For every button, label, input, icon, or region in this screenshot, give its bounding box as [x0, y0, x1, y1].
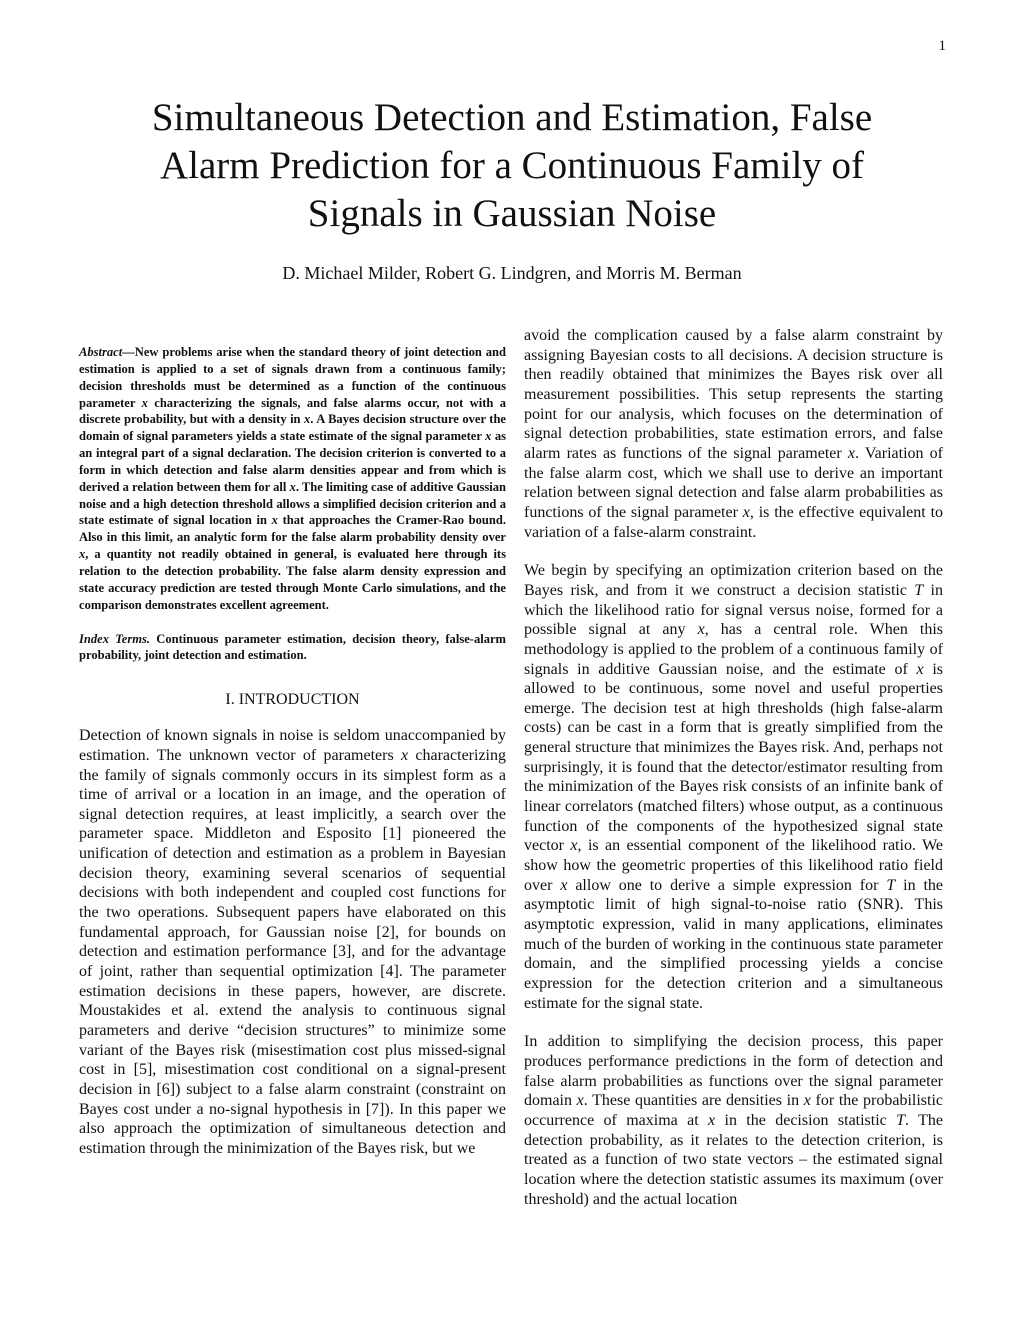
index-terms-text: Continuous parameter estimation, decision theory, false-alarm probability, joint detection and estimation.: [79, 631, 506, 663]
math-variable: x: [742, 503, 750, 521]
body-text: in which the likelihood ratio for signal versus noise, formed for a possible signal at any: [524, 581, 943, 639]
math-variable: T: [886, 876, 896, 894]
abstract-text: as an integral part of a signal declaration. The decision criterion is converted to a form in which detection and false alarm densities appear and from which is derived a relation between them for all: [79, 429, 506, 494]
body-text: . These quantities are densities in: [583, 1092, 804, 1110]
body-text: allow one to derive a simple expression for: [567, 876, 887, 894]
body-text: avoid the complication caused by a false alarm constraint by assigning Bayesian costs to all decisions. A decision structure is then readily obtained that minimizes the Bayes risk over all measurement possibilities. This setup represents the starting point for our analysis, which focuses on the determination of signal detection probabilities, state estimation errors, and false alarm rates as functions of the signal parameter: [524, 327, 943, 462]
math-variable: x: [847, 444, 855, 462]
section-heading-introduction: I. INTRODUCTION: [225, 691, 360, 709]
body-text: . The detection probability, as it relates to the detection criterion, is treated as a function of two state vectors – the estimated signal location where the detection statistic assumes its maximum (over threshold) and the actual location: [524, 1111, 943, 1208]
abstract-text: characterizing the signals, and false alarms occur, not with a discrete probability, but with a density in: [79, 395, 506, 427]
math-variable: x: [401, 746, 409, 764]
math-variable: x: [570, 837, 578, 855]
abstract-text: that approaches the Cramer-Rao bound. Also in this limit, an analytic form for the false alarm probability density over: [79, 513, 506, 545]
body-text: characterizing the family of signals commonly occurs in its simplest form as a time of arrival or a location in an image, and the operation of signal detection requires, at least implicitly, a search over the parameter space. Middleton and Esposito [1] pioneered the unification of detection and estimation as a problem in Bayesian decision theory, examining several scenarios of sequential decisions with both independent and coupled cost functions for the two operations. Subsequent papers have elaborated on this fundamental approach, for Gaussian noise [2], for bounds on detection and estimation performance [3], and for the advantage of joint, rather than sequential optimization [4]. The parameter estimation decisions in these papers, however, are discrete. Moustakides et al. extend the analysis to continuous signal parameters and derive “decision structures” to minimize some variant of the Bayes risk (misestimation cost plus missed-signal cost in [5], misestimation cost conditional on a signal-present decision in [6]) subject to a false alarm constraint (constraint on Bayes cost under a no-signal hypothesis in [7]). In this paper we also approach the optimization of simultaneous detection and estimation through the minimization of the Bayes risk, but we: [79, 746, 506, 1157]
body-paragraph-2: [524, 561, 943, 1013]
math-variable: T: [914, 581, 924, 599]
math-variable: x: [304, 412, 311, 427]
math-variable: x: [697, 621, 705, 639]
abstract-label: Abstract—: [79, 345, 135, 359]
abstract-text: . The limiting case of additive Gaussian noise and a high detection threshold allows a simplified decision criterion and a state estimate of signal location in: [79, 479, 506, 528]
math-variable: x: [576, 1092, 584, 1110]
abstract-text: , a quantity not readily obtained in general, is evaluated here through its relation to the detection probability. The false alarm density expression and state accuracy prediction are tested through Monte Carlo simulations, and the comparison demonstrates excellent agreement.: [79, 547, 506, 612]
right-column: [524, 326, 943, 1209]
body-paragraph-1: [524, 326, 943, 542]
math-variable: x: [271, 513, 278, 528]
math-variable: x: [560, 876, 568, 894]
abstract: [79, 344, 506, 614]
paper-title: Simultaneous Detection and Estimation, False Alarm Prediction for a Continuous Family of Signals in Gaussian Noise: [151, 96, 873, 235]
math-variable: x: [141, 395, 148, 410]
body-text: . Variation of the false alarm cost, which we shall use to derive an important relation between signal detection and false alarm probabilities as functions of the signal parameter: [524, 444, 944, 521]
math-variable: x: [708, 1111, 716, 1129]
math-variable: x: [79, 547, 86, 562]
math-variable: x: [803, 1092, 811, 1110]
abstract-text: . A Bayes decision structure over the domain of signal parameters yields a state estimate of the signal parameter: [79, 412, 506, 444]
body-text: is allowed to be continuous, some novel and useful properties emerge. The decision test at high thresholds (high false-alarm costs) can be cast in a form that is greatly simplified from the general structure that minimizes the Bayes risk. And, perhaps not surprisingly, it is found that the detector/estimator resulting from the minimization of the Bayes risk consists of an infinite bank of linear correlators (matched filters) whose output, as a continuous function of the components of the hypothesized signal state vector: [524, 660, 944, 855]
body-text: In addition to simplifying the decision process, this paper produces performance predictions in the form of detection and false alarm probabilities as functions over the signal parameter domain: [524, 1033, 943, 1110]
body-text: , is an essential component of the likelihood ratio. We show how the geometric properties of this likelihood ratio field over: [524, 837, 943, 894]
abstract-text: New problems arise when the standard theory of joint detection and estimation is applied to a set of signals drawn from a continuous family; decision thresholds must be determined as a function of the continuous parameter: [79, 345, 506, 410]
math-variable: T: [896, 1111, 906, 1129]
index-terms-label: Index Terms.: [79, 631, 151, 646]
body-text: We begin by specifying an optimization criterion based on the Bayes risk, and from it we construct a decision statistic: [524, 562, 943, 599]
body-text: Detection of known signals in noise is seldom unaccompanied by estimation. The unknown vector of parameters: [79, 727, 506, 764]
left-column: [79, 344, 506, 1159]
intro-paragraph: [79, 726, 506, 1158]
author-list: D. Michael Milder, Robert G. Lindgren, and Morris M. Berman: [282, 263, 742, 283]
body-text: , has a central role. When this methodology is applied to the problem of a continuous family of signals in additive Gaussian noise, and the estimate of: [524, 621, 944, 678]
body-text: in the decision statistic: [715, 1111, 897, 1129]
body-text: , is the effective equivalent to variation of a false-alarm constraint.: [524, 503, 944, 541]
body-paragraph-3: [524, 1032, 943, 1209]
math-variable: x: [485, 429, 492, 444]
body-text: for the probabilistic occurrence of maxima at: [524, 1092, 944, 1129]
page-number: 1: [938, 38, 946, 54]
math-variable: x: [289, 479, 296, 494]
index-terms: [79, 631, 506, 665]
body-text: in the asymptotic limit of high signal-to-noise ratio (SNR). This asymptotic expression, valid in many applications, eliminates much of the burden of working in the continuous state parameter domain, and the simplified processing yields a concise expression for the detection criterion and a simultaneous estimate for the signal state.: [524, 876, 943, 1012]
math-variable: x: [916, 660, 924, 678]
